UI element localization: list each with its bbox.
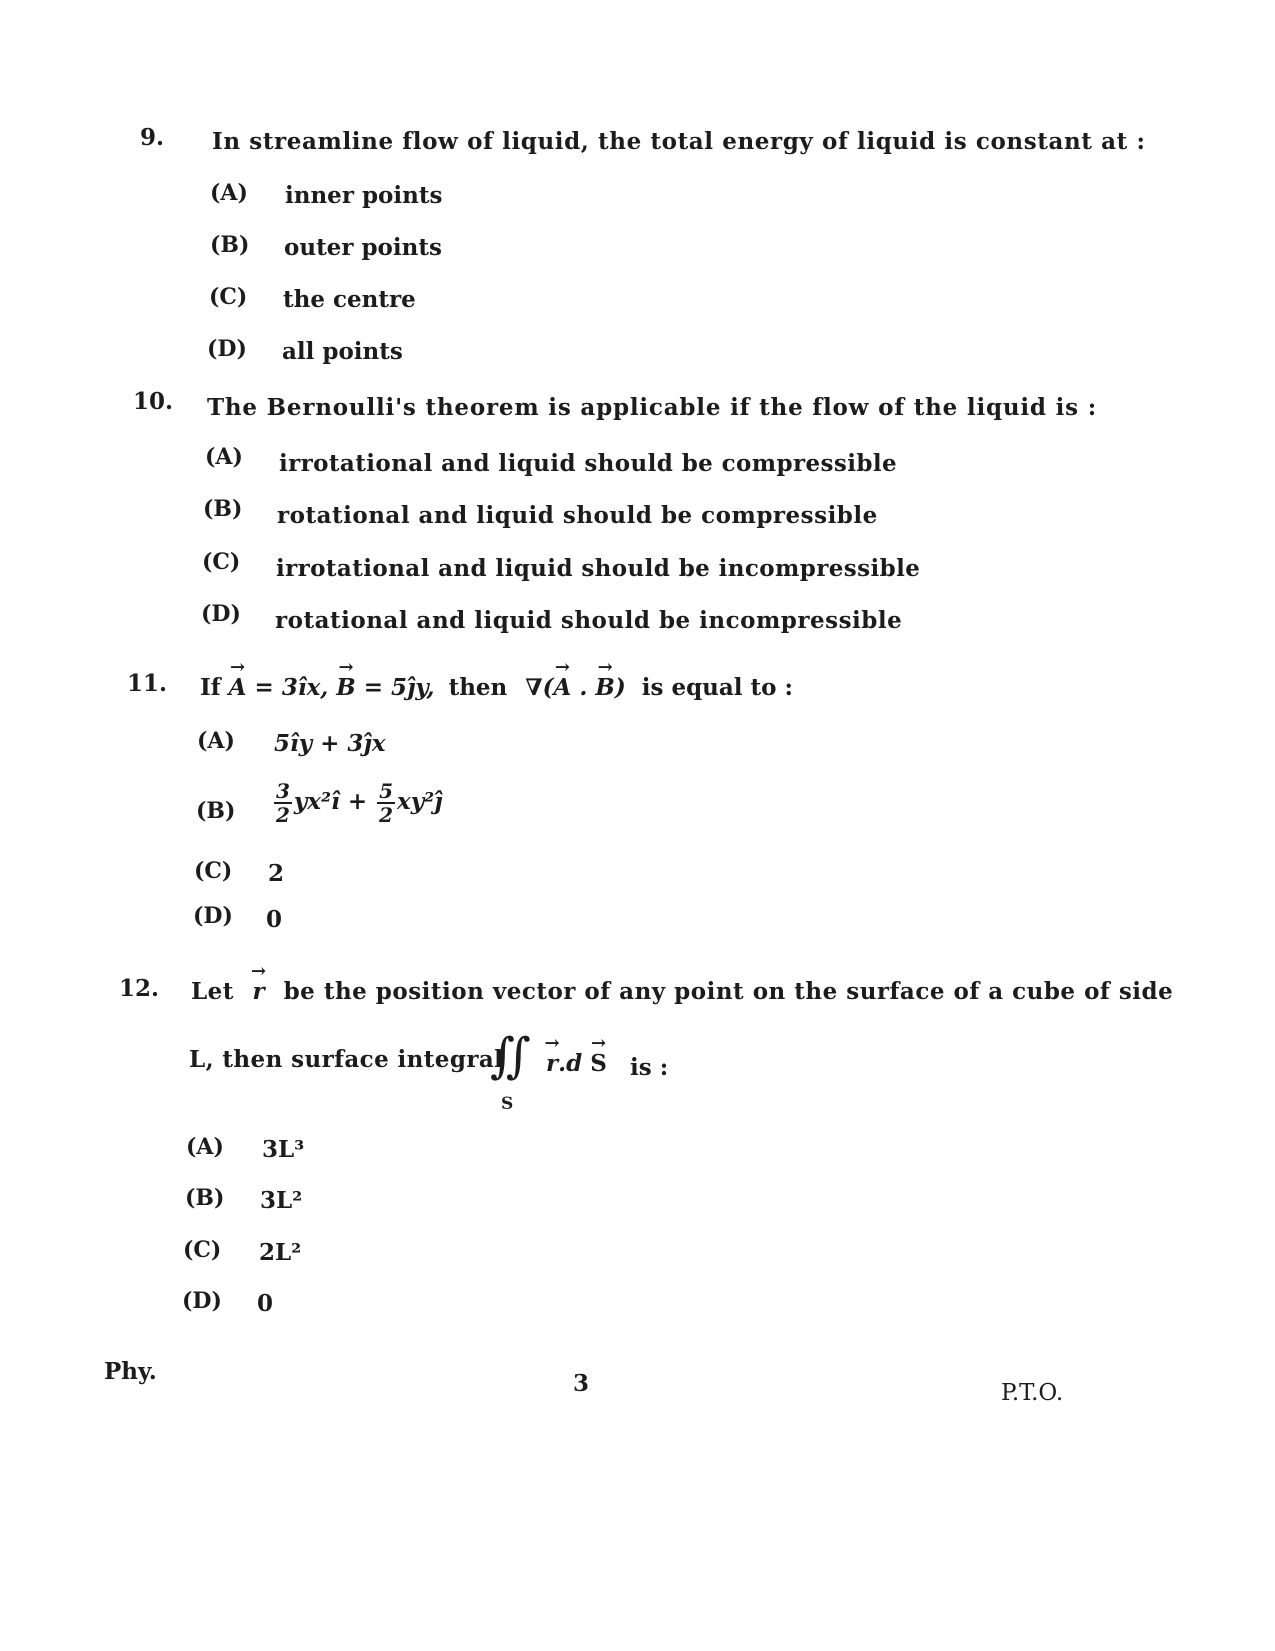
question-text-continued: be the position vector of any point on the surface of a cube of side (283, 978, 1174, 1005)
option-label: (A) (205, 444, 243, 470)
option-text: rotational and liquid should be compressible (277, 502, 878, 529)
question-text-line (200, 674, 793, 701)
fraction-end-term: xy²ĵ (397, 788, 443, 815)
option-label: (C) (209, 284, 248, 310)
option-label: (A) (210, 180, 248, 206)
fraction: $\frac{5}{2}$ (379, 779, 394, 827)
integrand-expression: → r.d → S (546, 1050, 607, 1077)
option-label: (B) (196, 798, 236, 824)
option-text: 5îy + 3ĵx (274, 730, 386, 757)
question-text-then: then (448, 674, 508, 701)
question-number: 10. (133, 388, 174, 415)
question-text: In streamline flow of liquid, the total energy of liquid is constant at : (212, 128, 1146, 155)
option-label: (C) (194, 858, 233, 884)
option-label: (B) (210, 232, 250, 258)
integral-subscript: S (501, 1094, 514, 1114)
option-label: (B) (185, 1185, 225, 1211)
option-text: 3L² (260, 1187, 303, 1214)
footer-subject: Phy. (104, 1358, 157, 1385)
option-label: (D) (182, 1288, 222, 1314)
option-label: (D) (193, 903, 233, 929)
question-text-tail: is equal to : (641, 674, 793, 701)
option-text: 0 (257, 1290, 274, 1317)
position-vector-r: → r (252, 978, 265, 1005)
double-integral-icon: ∬ (490, 1028, 531, 1084)
question-number: 12. (119, 975, 160, 1002)
vector-expression-a: → A = 3îx, → B = 5ĵy, (229, 674, 435, 701)
question-text-let: Let (191, 978, 234, 1005)
question-text-line-1 (191, 978, 1173, 1005)
option-text: all points (282, 338, 403, 365)
page-number: 3 (573, 1370, 590, 1397)
option-text: 2 (268, 860, 285, 887)
question-text: The Bernoulli's theorem is applicable if the flow of the liquid is : (207, 394, 1098, 421)
question-number: 9. (140, 124, 165, 151)
option-text-fraction (272, 780, 443, 826)
question-text-is: is : (630, 1054, 669, 1081)
option-text: 3L³ (262, 1136, 305, 1163)
fraction: $\frac{3}{2}$ (276, 779, 290, 827)
question-text-if: If (200, 674, 221, 701)
question-number: 11. (127, 670, 168, 697)
question-text-line-2: L, then surface integral (189, 1046, 504, 1073)
gradient-expression: ∇(→ A . → B) (525, 674, 625, 701)
fraction-middle-term: yx²î + (293, 788, 368, 815)
option-label: (A) (186, 1134, 224, 1160)
option-text: irrotational and liquid should be incompressible (276, 555, 921, 582)
option-label: (D) (201, 601, 241, 627)
option-label: (C) (202, 549, 241, 575)
option-text: 2L² (259, 1239, 302, 1266)
option-label: (A) (197, 728, 235, 754)
option-text: rotational and liquid should be incompressible (275, 607, 903, 634)
option-text: 0 (266, 906, 283, 933)
footer-pto: P.T.O. (1001, 1380, 1064, 1406)
option-text: the centre (283, 286, 416, 313)
option-label: (B) (203, 496, 243, 522)
option-text: outer points (284, 234, 442, 261)
option-text: irrotational and liquid should be compressible (279, 450, 898, 477)
option-label: (D) (207, 336, 247, 362)
option-text: inner points (285, 182, 443, 209)
option-label: (C) (183, 1237, 222, 1263)
